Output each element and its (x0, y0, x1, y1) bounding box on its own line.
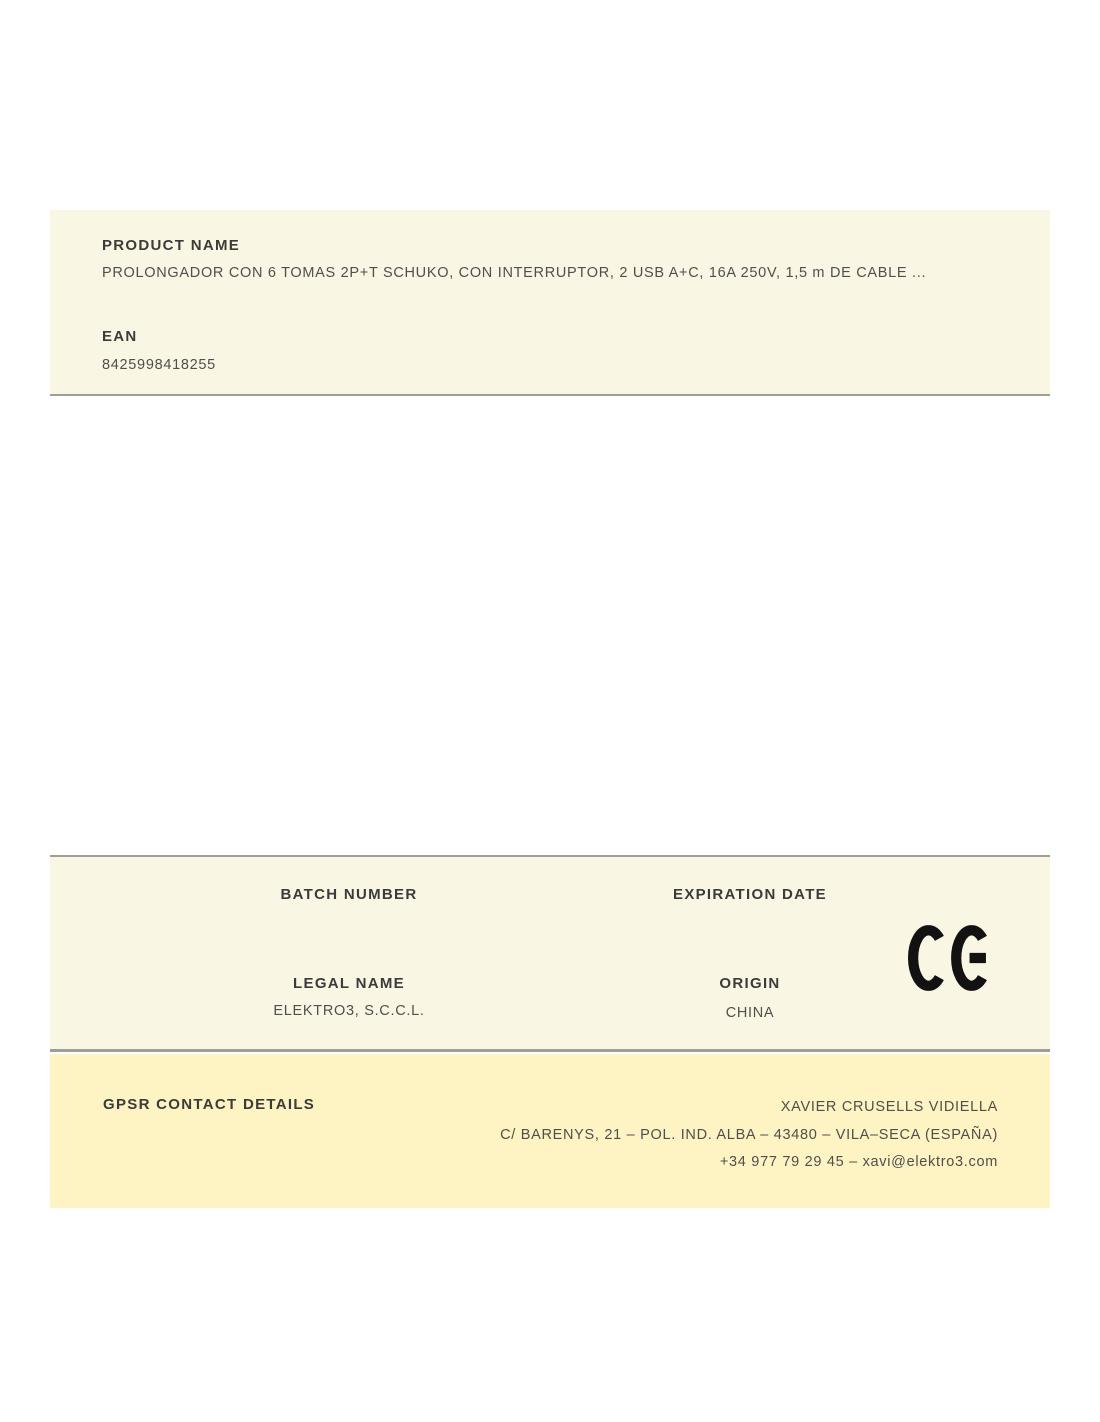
ean-label: EAN (102, 328, 138, 345)
batch-legal-section (50, 855, 1050, 1052)
product-info-section (50, 210, 1050, 396)
expiration-date-label: EXPIRATION DATE (673, 886, 827, 903)
origin-label: ORIGIN (719, 975, 781, 992)
gpsr-contact-section (50, 1054, 1050, 1208)
gpsr-contact-details-label: GPSR CONTACT DETAILS (103, 1096, 316, 1113)
gpsr-contact-block (500, 1094, 998, 1177)
origin-value: CHINA (725, 1005, 775, 1021)
ce-mark-icon (908, 925, 988, 991)
gpsr-contact-name: XAVIER CRUSELLS VIDIELLA (780, 1099, 998, 1115)
legal-name-value: ELEKTRO3, S.C.C.L. (273, 1003, 425, 1019)
batch-number-label: BATCH NUMBER (280, 886, 418, 903)
legal-name-label: LEGAL NAME (293, 975, 405, 992)
product-name-label: PRODUCT NAME (102, 237, 241, 254)
gpsr-contact-address: C/ BARENYS, 21 – POL. IND. ALBA – 43480 – VILA–SECA (ESPAÑA) (500, 1126, 998, 1143)
product-name-value: PROLONGADOR CON 6 TOMAS 2P+T SCHUKO, CON INTERRUPTOR, 2 USB A+C, 16A 250V, 1,5 m DE CABLE ... (102, 265, 927, 281)
gpsr-contact-phone-email: +34 977 79 29 45 – xavi@elektro3.com (719, 1154, 998, 1170)
ean-value: 8425998418255 (102, 357, 216, 373)
